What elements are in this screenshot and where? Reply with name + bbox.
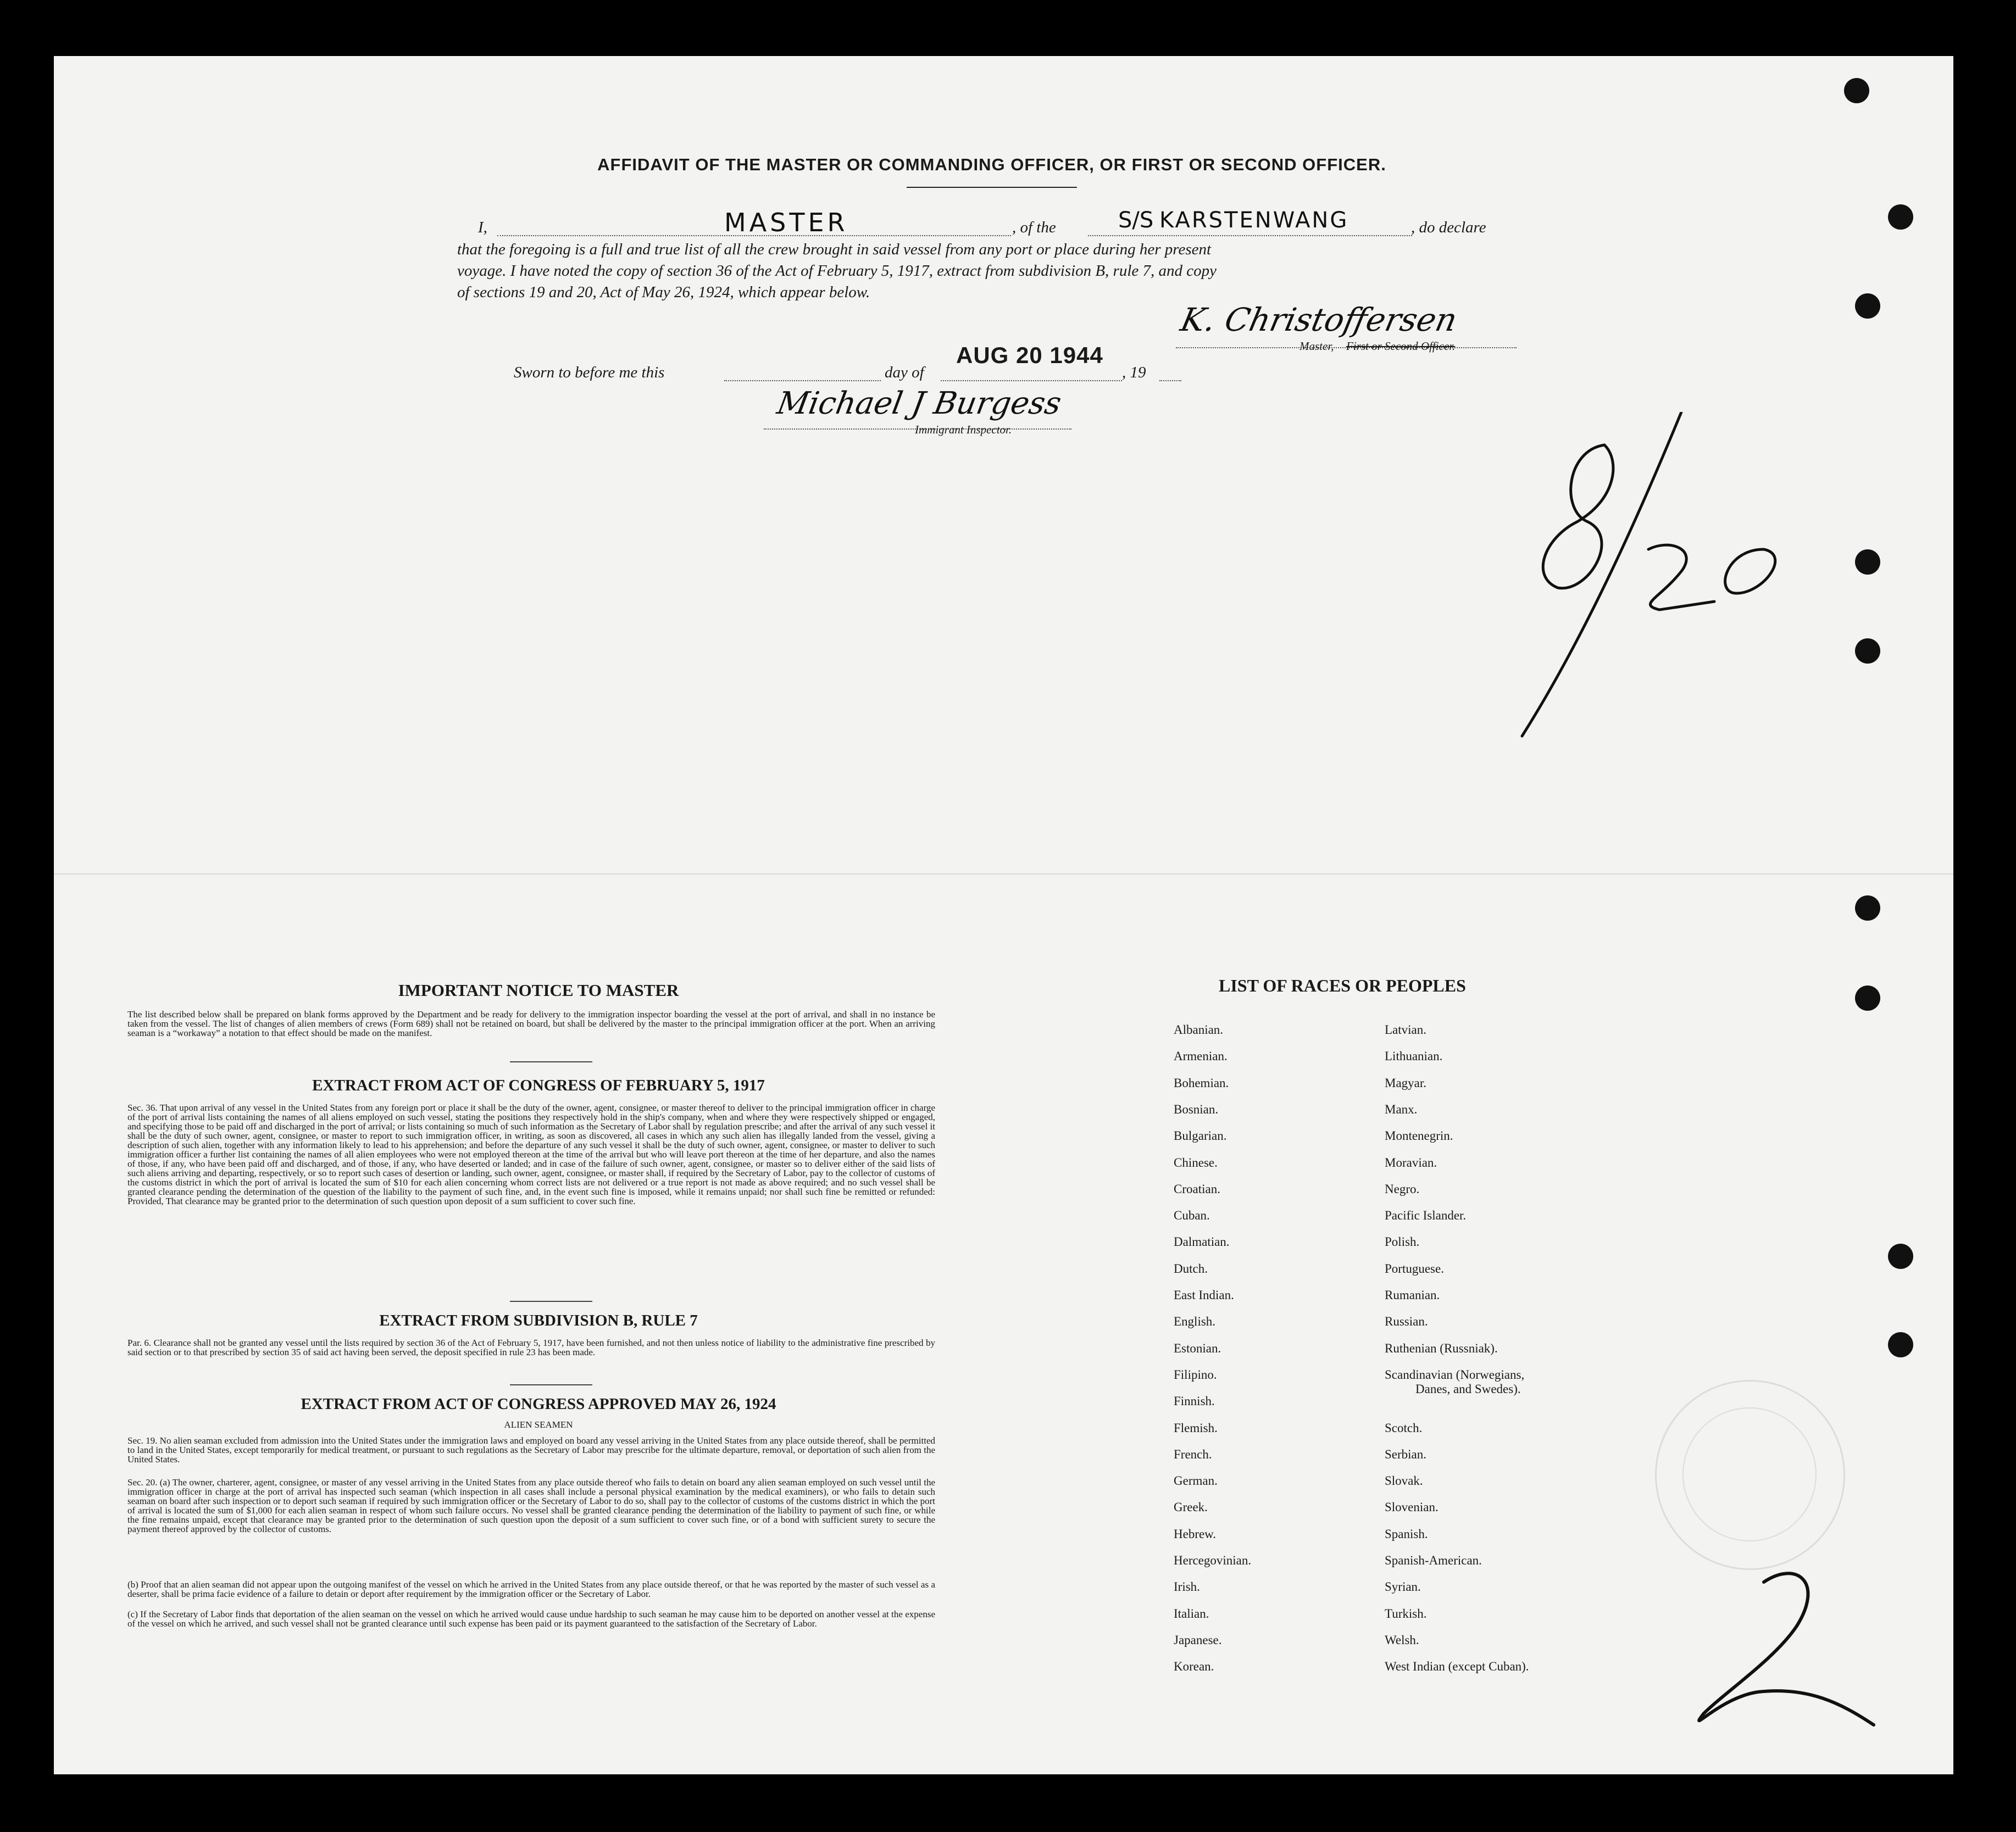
race-item: Cuban.: [1174, 1209, 1210, 1223]
race-item: West Indian (except Cuban).: [1385, 1660, 1529, 1674]
race-item: Spanish.: [1385, 1527, 1428, 1541]
race-item: Greek.: [1174, 1500, 1208, 1514]
race-item: French.: [1174, 1447, 1212, 1461]
day-of: day of: [885, 364, 924, 381]
digit-stroke: [1543, 445, 1613, 588]
race-item: Armenian.: [1174, 1049, 1228, 1063]
page-fold: [54, 873, 1953, 875]
race-item-continuation: Danes, and Swedes).: [1415, 1382, 1521, 1396]
affidavit-line3: voyage. I have noted the copy of section 36 of the Act of February 5, 1917, extract from subdivision B, rule 7, and copy: [457, 262, 1217, 280]
race-item: Bohemian.: [1174, 1076, 1229, 1090]
binder-hole: [1844, 78, 1869, 103]
race-item: Lithuanian.: [1385, 1049, 1443, 1063]
sec20b-text: (b) Proof that an alien seaman did not appear upon the outgoing manifest of the vessel on which he arrived in the United States from any place outside thereof, or that he was reported by the master of such vessel as a deserter, shall be prima facie evidence of a failure to detain or deport after requirement by the immigration officer or the Secretary of Labor.: [127, 1579, 935, 1599]
year-prefix: , 19: [1122, 364, 1146, 381]
vessel-blank: [1088, 235, 1412, 236]
binder-hole: [1888, 204, 1913, 230]
race-item: Moravian.: [1385, 1155, 1437, 1170]
affidavit-line1-mid: , of the: [1012, 219, 1056, 236]
affidavit-title: AFFIDAVIT OF THE MASTER OR COMMANDING OFFICER, OR FIRST OR SECOND OFFICER.: [597, 155, 1386, 174]
sworn-year-blank: [1159, 380, 1181, 381]
divider: [510, 1301, 592, 1302]
rule7-title: EXTRACT FROM SUBDIVISION B, RULE 7: [379, 1312, 698, 1329]
race-item: Turkish.: [1385, 1606, 1427, 1621]
digit-stroke: [1725, 549, 1775, 593]
sworn-month-blank: [941, 380, 1122, 381]
extract-1924-subtitle: ALIEN SEAMEN: [504, 1419, 573, 1430]
rule7-text: Par. 6. Clearance shall not be granted any vessel until the lists required by section 36 of the Act of February 5, 1917, have been furnished, and not then unless notice of liability to the administrative fine prescribed by said section or to that prescribed by section 35 of said act having been served, the deposit specified in rule 23 has been made.: [127, 1338, 935, 1357]
race-item: Magyar.: [1385, 1076, 1427, 1090]
race-item: Croatian.: [1174, 1182, 1220, 1196]
affidavit-line2: that the foregoing is a full and true list of all the crew brought in said vessel from any port or place during her present: [457, 241, 1212, 258]
race-item: Slovenian.: [1385, 1500, 1439, 1514]
race-item: East Indian.: [1174, 1288, 1234, 1302]
digit-stroke: [1648, 545, 1714, 610]
sec20c-text: (c) If the Secretary of Labor finds that deportation of the alien seaman on the vessel on which he arrived would cause undue hardship to such seaman he may cause him to be deported on another vessel at the expense of the vessel on which he arrived, and such vessel shall not be granted clearance until such expense has been paid or its payment guaranteed to the satisfaction of the Secretary of Labor.: [127, 1609, 935, 1629]
binder-hole: [1855, 895, 1880, 921]
race-item: Ruthenian (Russniak).: [1385, 1341, 1498, 1355]
race-item: Dutch.: [1174, 1261, 1208, 1276]
races-title: LIST OF RACES OR PEOPLES: [1219, 976, 1466, 995]
signature-caption-master: Master,: [1299, 339, 1334, 353]
vessel-handwritten: KARSTENWANG: [1159, 208, 1349, 233]
binder-hole: [1888, 1332, 1913, 1357]
sec20a-text: Sec. 20. (a) The owner, charterer, agent, consignee, or master of any vessel arriving in the United States from any place outside thereof who fails to detain on board any alien seaman employed on such vessel until the immigration officer in charge at the port of arrival has inspected such seaman (which inspection in all cases shall include a personal physical examination by the medical examiners), or who fails to detain such seaman on board after such inspection or to deport such seaman if required by such immigration officer or the Secretary of Labor to do so, shall pay to the collector of customs of the customs district in which the port of arrival is located the sum of $1,000 for each alien seaman in respect of whom such failure occurs. No vessel shall be granted clearance pending the determination of the liability to payment of such fine, or while the fine remains unpaid, except that clearance may be granted prior to the determination of such question upon the deposit of a sum sufficient to cover such fine, or of a bond with sufficient surety to secure the payment thereof approved by the collector of customs.: [127, 1477, 935, 1534]
race-item: Russian.: [1385, 1315, 1428, 1329]
race-item: Welsh.: [1385, 1633, 1419, 1647]
affidavit-line1-suffix: , do declare: [1411, 219, 1486, 236]
inspector-signature: Michael J Burgess: [774, 386, 1064, 421]
officer-handwritten: MASTER: [724, 208, 848, 237]
affidavit-line4: of sections 19 and 20, Act of May 26, 1924, which appear below.: [457, 283, 870, 301]
signature-caption-struck: First or Second Officer.: [1346, 339, 1456, 353]
date-stamp: AUG 20 1944: [956, 342, 1103, 368]
race-item: Scandinavian (Norwegians,: [1385, 1367, 1525, 1382]
race-item: Korean.: [1174, 1660, 1214, 1674]
race-item: Syrian.: [1385, 1580, 1421, 1594]
race-item: Hebrew.: [1174, 1527, 1217, 1541]
inspector-caption: Immigrant Inspector.: [915, 423, 1012, 436]
race-item: Bosnian.: [1174, 1102, 1219, 1116]
race-item: Finnish.: [1174, 1394, 1215, 1408]
race-item: Serbian.: [1385, 1447, 1427, 1461]
race-item: Irish.: [1174, 1580, 1200, 1594]
race-item: Polish.: [1385, 1235, 1420, 1249]
race-item: Dalmatian.: [1174, 1235, 1230, 1249]
binder-hole: [1855, 638, 1880, 664]
race-item: Latvian.: [1385, 1023, 1426, 1037]
affidavit-line1-prefix: I,: [478, 219, 487, 236]
race-item: Spanish-American.: [1385, 1553, 1482, 1567]
race-item: Manx.: [1385, 1102, 1418, 1116]
sworn-prefix: Sworn to before me this: [514, 364, 665, 381]
handwritten-page-number: [1687, 1560, 1885, 1741]
race-item: Hercegovinian.: [1174, 1553, 1252, 1567]
extract-1917-text: Sec. 36. That upon arrival of any vessel in the United States from any foreign port or place it shall be the duty of the owner, agent, consignee, or master thereof to deliver to the principal immigration officer in charge of the port of arrival lists containing the names of all aliens employed on such vessel, stating the positions they respectively hold in the ship's company, when and where they were respectively shipped or engaged, and specifying those to be paid off and discharged in the port of arrival; or lists containing so much of such information as the Secretary of Labor shall by regulation prescribe; and after the arrival of any such vessel it shall be the duty of such owner, agent, consignee, or master to report to such immigration officer, in writing, as soon as discovered, all cases in which any such alien has illegally landed from the vessel, giving a description of such alien, together with any information likely to lead to his apprehension; and before the departure of any such vessel it shall be the duty of such owner, agent, consignee, or master to deliver to such immigration officer a further list containing the names of all alien employees who were not employed thereon at the time of the arrival but who will leave port thereon at the time of her departure, and also the names of those, if any, who have been paid off and discharged, and of those, if any, who have deserted or landed; and in case of the failure of such owner, agent, consignee, or master so to deliver either of the said lists of such aliens arriving and departing, respectively, or so to report such cases of desertion or landing, such owner, agent, consignee, or master shall, if required by the Secretary of Labor, pay to the collector of customs of the customs district in which the port of arrival is located the sum of $10 for each alien concerning whom correct lists are not delivered or a true report is not made as above required; and no such vessel shall be granted clearance pending the determination of the question of the liability to the payment of such fine, and, in the event such fine is imposed, while it remains unpaid; nor shall such fine be remitted or refunded: Provided, That clearance may be granted prior to the determination of such question upon deposit of a sum sufficient to cover such fine.: [127, 1102, 935, 1206]
race-item: Japanese.: [1174, 1633, 1222, 1647]
race-item: Italian.: [1174, 1606, 1209, 1621]
race-item: Estonian.: [1174, 1341, 1221, 1355]
handwritten-date-note: [1506, 412, 1813, 753]
race-item: Slovak.: [1385, 1474, 1423, 1488]
race-item: Pacific Islander.: [1385, 1209, 1467, 1223]
race-item: Negro.: [1385, 1182, 1420, 1196]
race-item: Chinese.: [1174, 1155, 1218, 1170]
department-seal-inner: [1682, 1407, 1817, 1541]
race-item: Albanian.: [1174, 1023, 1224, 1037]
race-item: Rumanian.: [1385, 1288, 1440, 1302]
slash-stroke: [1522, 412, 1681, 736]
binder-hole: [1888, 1244, 1913, 1269]
master-signature: K. Christoffersen: [1177, 301, 1461, 338]
binder-hole: [1855, 293, 1880, 319]
race-item: German.: [1174, 1474, 1218, 1488]
race-item: English.: [1174, 1315, 1216, 1329]
race-item: Scotch.: [1385, 1421, 1423, 1435]
race-item: Bulgarian.: [1174, 1129, 1227, 1143]
divider: [510, 1384, 592, 1385]
race-item: Montenegrin.: [1385, 1129, 1453, 1143]
extract-1924-title: EXTRACT FROM ACT OF CONGRESS APPROVED MAY 26, 1924: [301, 1395, 776, 1413]
race-item: Portuguese.: [1385, 1261, 1444, 1276]
divider: [510, 1061, 592, 1062]
notice-text: The list described below shall be prepared on blank forms approved by the Department and be ready for delivery to the immigration inspector boarding the vessel at the port of arrival, and shall in no instance be taken from the vessel. The list of changes of alien members of crews (Form 689) shall not be retained on board, but shall be delivered by the master to the principal immigration officer at the port. When an arriving seaman is a “workaway” a notation to that effect should be made on the manifest.: [127, 1009, 935, 1038]
binder-hole: [1855, 549, 1880, 575]
notice-title: IMPORTANT NOTICE TO MASTER: [398, 981, 679, 1000]
race-item: Filipino.: [1174, 1367, 1217, 1382]
sec19-text: Sec. 19. No alien seaman excluded from admission into the United States under the immigration laws and employed on board any vessel arriving in the United States from any place outside thereof, shall be permitted to land in the United States, except temporarily for medical treatment, or pursuant to such regulations as the Secretary of Labor may prescribe for the ultimate departure, removal, or deportation of such alien from the United States.: [127, 1435, 935, 1465]
race-item: Flemish.: [1174, 1421, 1218, 1435]
binder-hole: [1855, 985, 1880, 1011]
extract-1917-title: EXTRACT FROM ACT OF CONGRESS OF FEBRUARY 5, 1917: [312, 1077, 765, 1094]
sworn-day-blank: [724, 380, 881, 381]
vessel-prefix-handwritten: S/S: [1118, 208, 1154, 233]
title-rule: [907, 187, 1077, 188]
